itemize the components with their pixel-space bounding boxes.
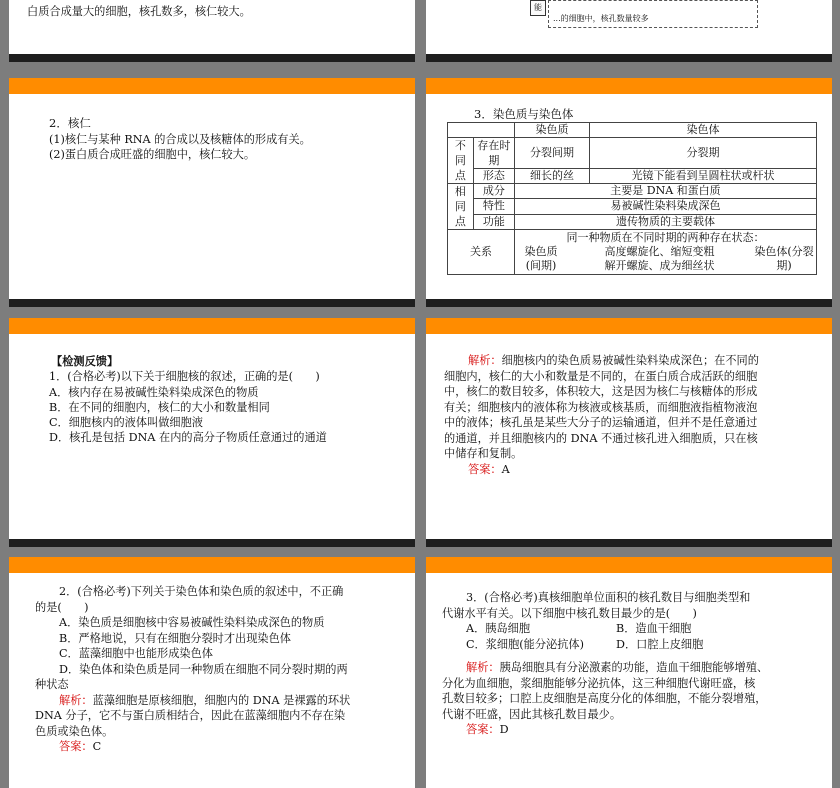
relation-diagram [517, 245, 814, 273]
slide-4-top-bar [426, 78, 832, 94]
options-row-2 [442, 637, 827, 653]
option-d: D．核孔是包括 DNA 在内的高分子物质任意通过的通道 [49, 431, 327, 444]
shared-composition: 主要是 DNA 和蛋白质 [515, 184, 817, 199]
slide-5[interactable] [9, 318, 415, 547]
question-1: 1．(合格必考)以下关于细胞核的叙述，正确的是( ) [49, 370, 320, 383]
slide-1-bottom-bar [9, 54, 415, 62]
slide-5-top-bar [9, 318, 415, 334]
question-3-line: 代谢水平有关。以下细胞中核孔数目最少的是( ) [442, 606, 697, 620]
analysis-1-line: 解析：细胞核内的染色质易被碱性染料染成深色；在不同的 [468, 354, 759, 367]
comparison-title: 3．染色质与染色体 [474, 107, 574, 121]
relation-transform [565, 245, 754, 273]
row-label-relation: 关系 [448, 230, 515, 275]
option-b: B．严格地说，只有在细胞分裂时才出现染色体 [59, 631, 291, 645]
analysis-1-line: 中储存和复制。 [444, 447, 523, 460]
analysis-2-line: 色质或染色体。 [35, 724, 114, 738]
answer-3-line [442, 722, 827, 738]
note-box-line-faded [553, 2, 753, 13]
corner-cell [448, 123, 515, 138]
slide-6-bottom-bar [426, 539, 832, 547]
analysis-1-line: 中的液体；核孔虽是某些大分子的运输通道，但并不是任意通过 [444, 416, 758, 429]
analysis-1-line: 的通道，并且细胞核内的 DNA 不通过核孔进入细胞质，只在核 [444, 431, 758, 445]
relation-chromatin: 染色质(间期) [524, 245, 558, 272]
answer-3: D [499, 723, 509, 736]
answer-1-label: 答案： [468, 462, 502, 476]
slide-8-top-bar [426, 557, 832, 573]
slide-6[interactable] [426, 318, 832, 547]
analysis-1-line: 中，核仁的数目较多，体积较大，这是因为核仁与核糖体的形成 [444, 385, 758, 398]
nucleolus-title: 2．核仁 [49, 116, 91, 130]
slide-7[interactable] [9, 557, 415, 788]
row-label-function: 功能 [473, 214, 514, 229]
answer-2-label: 答案： [59, 740, 93, 753]
analysis-2-line: DNA 分子，它不与蛋白质相结合，因此在蓝藻细胞内不存在染 [35, 709, 346, 722]
option-d: D．染色体和染色质是同一种物质在细胞不同分裂时期的两 [59, 662, 348, 676]
slide-4[interactable] [426, 78, 832, 307]
analysis-3-line: 解析：胰岛细胞具有分泌激素的功能，造血干细胞能够增殖、 [466, 661, 769, 674]
shared-function: 遗传物质的主要载体 [515, 214, 817, 229]
answer-3-label: 答案： [466, 723, 500, 736]
answer-2-line [35, 739, 410, 755]
slide-4-bottom-bar [426, 299, 832, 307]
question-2-line: 2．(合格必考)下列关于染色体和染色质的叙述中，不正确 [59, 585, 344, 598]
question-2-block [35, 584, 410, 755]
option-c: C．蓝藻细胞中也能形成染色体 [59, 647, 213, 660]
option-a: A．染色质是细胞核中容易被碱性染料染成深色的物质 [59, 616, 325, 629]
analysis-1 [444, 353, 824, 477]
header-chromosome: 染色体 [590, 123, 817, 138]
slide-8[interactable] [426, 557, 832, 788]
analysis-1-line: 细胞内，核仁的大小和数量是不同的，在蛋白质合成活跃的细胞 [444, 369, 758, 383]
nucleolus-item-1: (1)核仁与某种 RNA 的合成以及核糖体的形成有关。 [49, 133, 311, 146]
shared-property: 易被碱性染料染成深色 [515, 199, 817, 214]
group-similarities: 相 同 点 [448, 184, 474, 230]
row-label-form: 形态 [473, 169, 514, 184]
slide-3-bottom-bar [9, 299, 415, 307]
chromatin-form: 细长的丝 [515, 169, 590, 184]
question-3-line: 3．(合格必考)真核细胞单位面积的核孔数目与细胞类型和 [466, 591, 751, 604]
feedback-heading: 【检测反馈】 [51, 354, 119, 368]
analysis-3-line: 孔数目较多；口腔上皮细胞是高度分化的体细胞，不能分裂增殖， [442, 692, 767, 705]
slide-7-top-bar [9, 557, 415, 573]
option-d: D．口腔上皮细胞 [616, 637, 704, 651]
option-d-cont: 种状态 [35, 678, 69, 691]
options-row-1 [442, 621, 827, 637]
nucleolus-item-2: (2)蛋白质合成旺盛的细胞中，核仁较大。 [49, 148, 256, 161]
analysis-3-line: 分化为血细胞，浆细胞能够分泌抗体，这三种细胞代谢旺盛，核 [442, 676, 756, 690]
transform-decondense: 解开螺旋、成为细丝状 [604, 259, 715, 272]
group-differences: 不 同 点 [448, 138, 474, 184]
side-label-box: 能 [530, 0, 546, 16]
slide-1[interactable] [9, 0, 415, 62]
note-box-line: ...的细胞中，核孔数量较多 [553, 14, 649, 23]
option-c: C．浆细胞(能分泌抗体) [466, 637, 584, 651]
relation-chromosome: 染色体(分裂期) [754, 245, 814, 272]
analysis-2-line: 解析：蓝藻细胞是原核细胞，细胞内的 DNA 是裸露的环状 [59, 693, 351, 707]
slide-3[interactable] [9, 78, 415, 307]
relation-cell [515, 230, 817, 275]
chromosome-period: 分裂期 [590, 138, 817, 169]
analysis-1-line: 有关；细胞核内的液体称为核液或核基质，而细胞液指植物液泡 [444, 400, 758, 414]
relation-top-text: 同一种物质在不同时期的两种存在状态： [566, 231, 765, 244]
chromatin-period: 分裂间期 [515, 138, 590, 169]
analysis-3-line: 代谢不旺盛，因此其核孔数目最少。 [442, 707, 622, 721]
row-label-composition: 成分 [473, 184, 514, 199]
option-c: C．细胞核内的液体叫做细胞液 [49, 416, 203, 429]
slide-3-top-bar [9, 78, 415, 94]
analysis-3-label: 解析： [466, 661, 500, 674]
question-2-line: 的是( ) [35, 600, 89, 614]
slide-2[interactable] [426, 0, 832, 62]
row-label-property: 特性 [473, 199, 514, 214]
answer-1: A [501, 462, 510, 476]
answer-2: C [92, 740, 102, 753]
slide-1-text: 白质合成量大的细胞，核孔数多，核仁较大。 [27, 5, 251, 18]
slide-2-bottom-bar [426, 54, 832, 62]
option-b: B．在不同的细胞内，核仁的大小和数量相同 [49, 401, 270, 414]
header-chromatin: 染色质 [515, 123, 590, 138]
slide-5-bottom-bar [9, 539, 415, 547]
transform-condense: 高度螺旋化、缩短变粗 [604, 245, 715, 258]
slide-6-top-bar [426, 318, 832, 334]
analysis-2-label: 解析： [59, 693, 93, 707]
option-a: A．胰岛细胞 [466, 622, 531, 635]
comparison-table [447, 122, 817, 275]
question-3-block [442, 590, 827, 738]
option-a: A．核内存在易被碱性染料染成深色的物质 [49, 386, 259, 399]
note-box [548, 0, 758, 28]
answer-1-line [444, 462, 824, 478]
analysis-1-label: 解析： [468, 354, 502, 367]
row-label-exist-period: 存在时期 [473, 138, 514, 169]
chromosome-form: 光镜下能看到呈圆柱状或杆状 [590, 169, 817, 184]
option-b: B．造血干细胞 [616, 622, 692, 635]
